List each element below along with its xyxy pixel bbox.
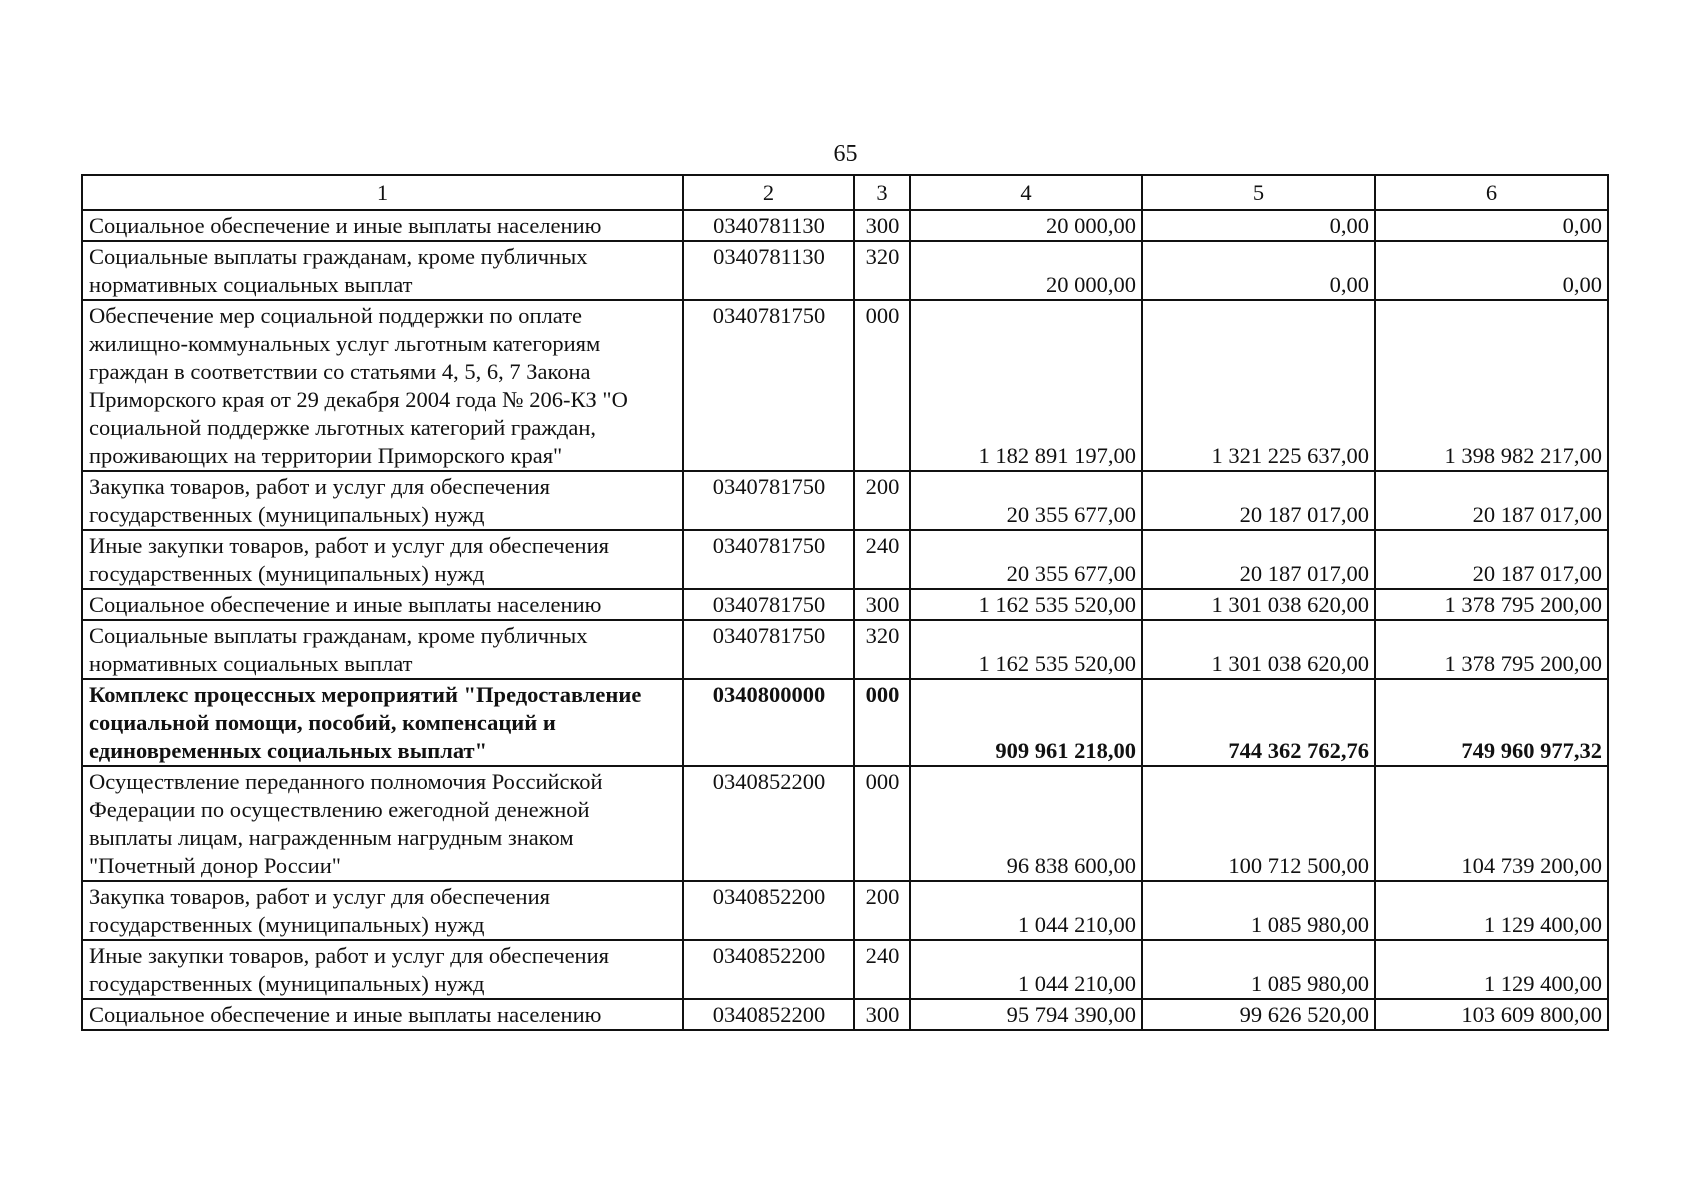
row-amount-col6-cell: 1 398 982 217,00 bbox=[1375, 300, 1608, 471]
row-expense-type-cell: 320 bbox=[854, 241, 910, 300]
row-amount-col6-cell: 1 378 795 200,00 bbox=[1375, 589, 1608, 620]
row-amount-col5-cell: 744 362 762,76 bbox=[1142, 679, 1375, 766]
row-amount-col6-cell: 0,00 bbox=[1375, 241, 1608, 300]
row-amount-col5-cell: 1 301 038 620,00 bbox=[1142, 589, 1375, 620]
budget-table bbox=[81, 174, 1609, 1031]
row-amount-col5-cell: 99 626 520,00 bbox=[1142, 999, 1375, 1030]
row-amount-col6-cell: 1 129 400,00 bbox=[1375, 940, 1608, 999]
table-row bbox=[82, 241, 1608, 300]
row-amount-col6-cell: 103 609 800,00 bbox=[1375, 999, 1608, 1030]
row-code-cell: 0340781750 bbox=[683, 589, 854, 620]
row-amount-col6-cell: 1 129 400,00 bbox=[1375, 881, 1608, 940]
row-expense-type-cell: 000 bbox=[854, 679, 910, 766]
row-name-cell: Социальные выплаты гражданам, кроме публичных нормативных социальных выплат bbox=[82, 620, 683, 679]
row-code-cell: 0340852200 bbox=[683, 766, 854, 881]
header-cell: 6 bbox=[1375, 175, 1608, 210]
row-code-cell: 0340852200 bbox=[683, 999, 854, 1030]
header-cell: 4 bbox=[910, 175, 1142, 210]
row-expense-type-cell: 200 bbox=[854, 471, 910, 530]
row-expense-type-cell: 300 bbox=[854, 210, 910, 241]
header-cell: 5 bbox=[1142, 175, 1375, 210]
table-row bbox=[82, 300, 1608, 471]
row-amount-col4-cell: 1 182 891 197,00 bbox=[910, 300, 1142, 471]
row-amount-col5-cell: 20 187 017,00 bbox=[1142, 530, 1375, 589]
row-expense-type-cell: 200 bbox=[854, 881, 910, 940]
row-expense-type-cell: 240 bbox=[854, 940, 910, 999]
table-header-row bbox=[82, 175, 1608, 210]
row-amount-col4-cell: 20 355 677,00 bbox=[910, 530, 1142, 589]
row-amount-col4-cell: 95 794 390,00 bbox=[910, 999, 1142, 1030]
row-amount-col4-cell: 20 000,00 bbox=[910, 241, 1142, 300]
row-expense-type-cell: 240 bbox=[854, 530, 910, 589]
row-code-cell: 0340781750 bbox=[683, 300, 854, 471]
row-amount-col4-cell: 20 000,00 bbox=[910, 210, 1142, 241]
table-row bbox=[82, 940, 1608, 999]
row-name-cell: Закупка товаров, работ и услуг для обеспечения государственных (муниципальных) нужд bbox=[82, 881, 683, 940]
row-code-cell: 0340781130 bbox=[683, 210, 854, 241]
row-name-cell: Социальное обеспечение и иные выплаты населению bbox=[82, 999, 683, 1030]
row-amount-col6-cell: 0,00 bbox=[1375, 210, 1608, 241]
row-code-cell: 0340852200 bbox=[683, 940, 854, 999]
row-amount-col6-cell: 20 187 017,00 bbox=[1375, 530, 1608, 589]
row-amount-col6-cell: 1 378 795 200,00 bbox=[1375, 620, 1608, 679]
row-amount-col6-cell: 20 187 017,00 bbox=[1375, 471, 1608, 530]
row-name-cell: Комплекс процессных мероприятий "Предоставление социальной помощи, пособий, компенсаций и единовременных социальных выплат" bbox=[82, 679, 683, 766]
row-amount-col4-cell: 1 044 210,00 bbox=[910, 881, 1142, 940]
row-amount-col4-cell: 96 838 600,00 bbox=[910, 766, 1142, 881]
table-row bbox=[82, 589, 1608, 620]
row-amount-col4-cell: 1 162 535 520,00 bbox=[910, 620, 1142, 679]
row-amount-col5-cell: 1 301 038 620,00 bbox=[1142, 620, 1375, 679]
row-amount-col5-cell: 0,00 bbox=[1142, 210, 1375, 241]
row-amount-col6-cell: 104 739 200,00 bbox=[1375, 766, 1608, 881]
row-name-cell: Обеспечение мер социальной поддержки по оплате жилищно-коммунальных услуг льготным категориям граждан в соответствии со статьями 4, 5, 6, 7 Закона Приморского края от 29 декабря 2004 года № 206-КЗ "О социальной поддержке льготных категорий граждан, проживающих на территории Приморского края" bbox=[82, 300, 683, 471]
row-code-cell: 0340800000 bbox=[683, 679, 854, 766]
header-cell: 1 bbox=[82, 175, 683, 210]
row-code-cell: 0340781750 bbox=[683, 530, 854, 589]
row-amount-col4-cell: 1 162 535 520,00 bbox=[910, 589, 1142, 620]
row-amount-col4-cell: 20 355 677,00 bbox=[910, 471, 1142, 530]
row-name-cell: Социальное обеспечение и иные выплаты населению bbox=[82, 210, 683, 241]
row-expense-type-cell: 000 bbox=[854, 300, 910, 471]
row-code-cell: 0340781750 bbox=[683, 620, 854, 679]
header-cell: 2 bbox=[683, 175, 854, 210]
row-code-cell: 0340781750 bbox=[683, 471, 854, 530]
row-amount-col4-cell: 1 044 210,00 bbox=[910, 940, 1142, 999]
row-name-cell: Осуществление переданного полномочия Российской Федерации по осуществлению ежегодной денежной выплаты лицам, награжденным нагрудным знаком "Почетный донор России" bbox=[82, 766, 683, 881]
row-code-cell: 0340781130 bbox=[683, 241, 854, 300]
table-row bbox=[82, 679, 1608, 766]
header-cell: 3 bbox=[854, 175, 910, 210]
row-amount-col5-cell: 1 085 980,00 bbox=[1142, 940, 1375, 999]
row-name-cell: Иные закупки товаров, работ и услуг для обеспечения государственных (муниципальных) нужд bbox=[82, 940, 683, 999]
table-row bbox=[82, 471, 1608, 530]
row-name-cell: Социальное обеспечение и иные выплаты населению bbox=[82, 589, 683, 620]
table-row bbox=[82, 210, 1608, 241]
table-row bbox=[82, 530, 1608, 589]
row-name-cell: Социальные выплаты гражданам, кроме публичных нормативных социальных выплат bbox=[82, 241, 683, 300]
row-amount-col4-cell: 909 961 218,00 bbox=[910, 679, 1142, 766]
table-row bbox=[82, 881, 1608, 940]
table-row bbox=[82, 620, 1608, 679]
table-row bbox=[82, 766, 1608, 881]
row-expense-type-cell: 320 bbox=[854, 620, 910, 679]
row-code-cell: 0340852200 bbox=[683, 881, 854, 940]
row-amount-col5-cell: 100 712 500,00 bbox=[1142, 766, 1375, 881]
row-expense-type-cell: 300 bbox=[854, 999, 910, 1030]
row-name-cell: Иные закупки товаров, работ и услуг для обеспечения государственных (муниципальных) нужд bbox=[82, 530, 683, 589]
row-amount-col6-cell: 749 960 977,32 bbox=[1375, 679, 1608, 766]
page-number: 65 bbox=[833, 141, 858, 167]
row-amount-col5-cell: 0,00 bbox=[1142, 241, 1375, 300]
row-expense-type-cell: 000 bbox=[854, 766, 910, 881]
row-amount-col5-cell: 20 187 017,00 bbox=[1142, 471, 1375, 530]
row-amount-col5-cell: 1 085 980,00 bbox=[1142, 881, 1375, 940]
row-expense-type-cell: 300 bbox=[854, 589, 910, 620]
row-amount-col5-cell: 1 321 225 637,00 bbox=[1142, 300, 1375, 471]
table-row bbox=[82, 999, 1608, 1030]
row-name-cell: Закупка товаров, работ и услуг для обеспечения государственных (муниципальных) нужд bbox=[82, 471, 683, 530]
